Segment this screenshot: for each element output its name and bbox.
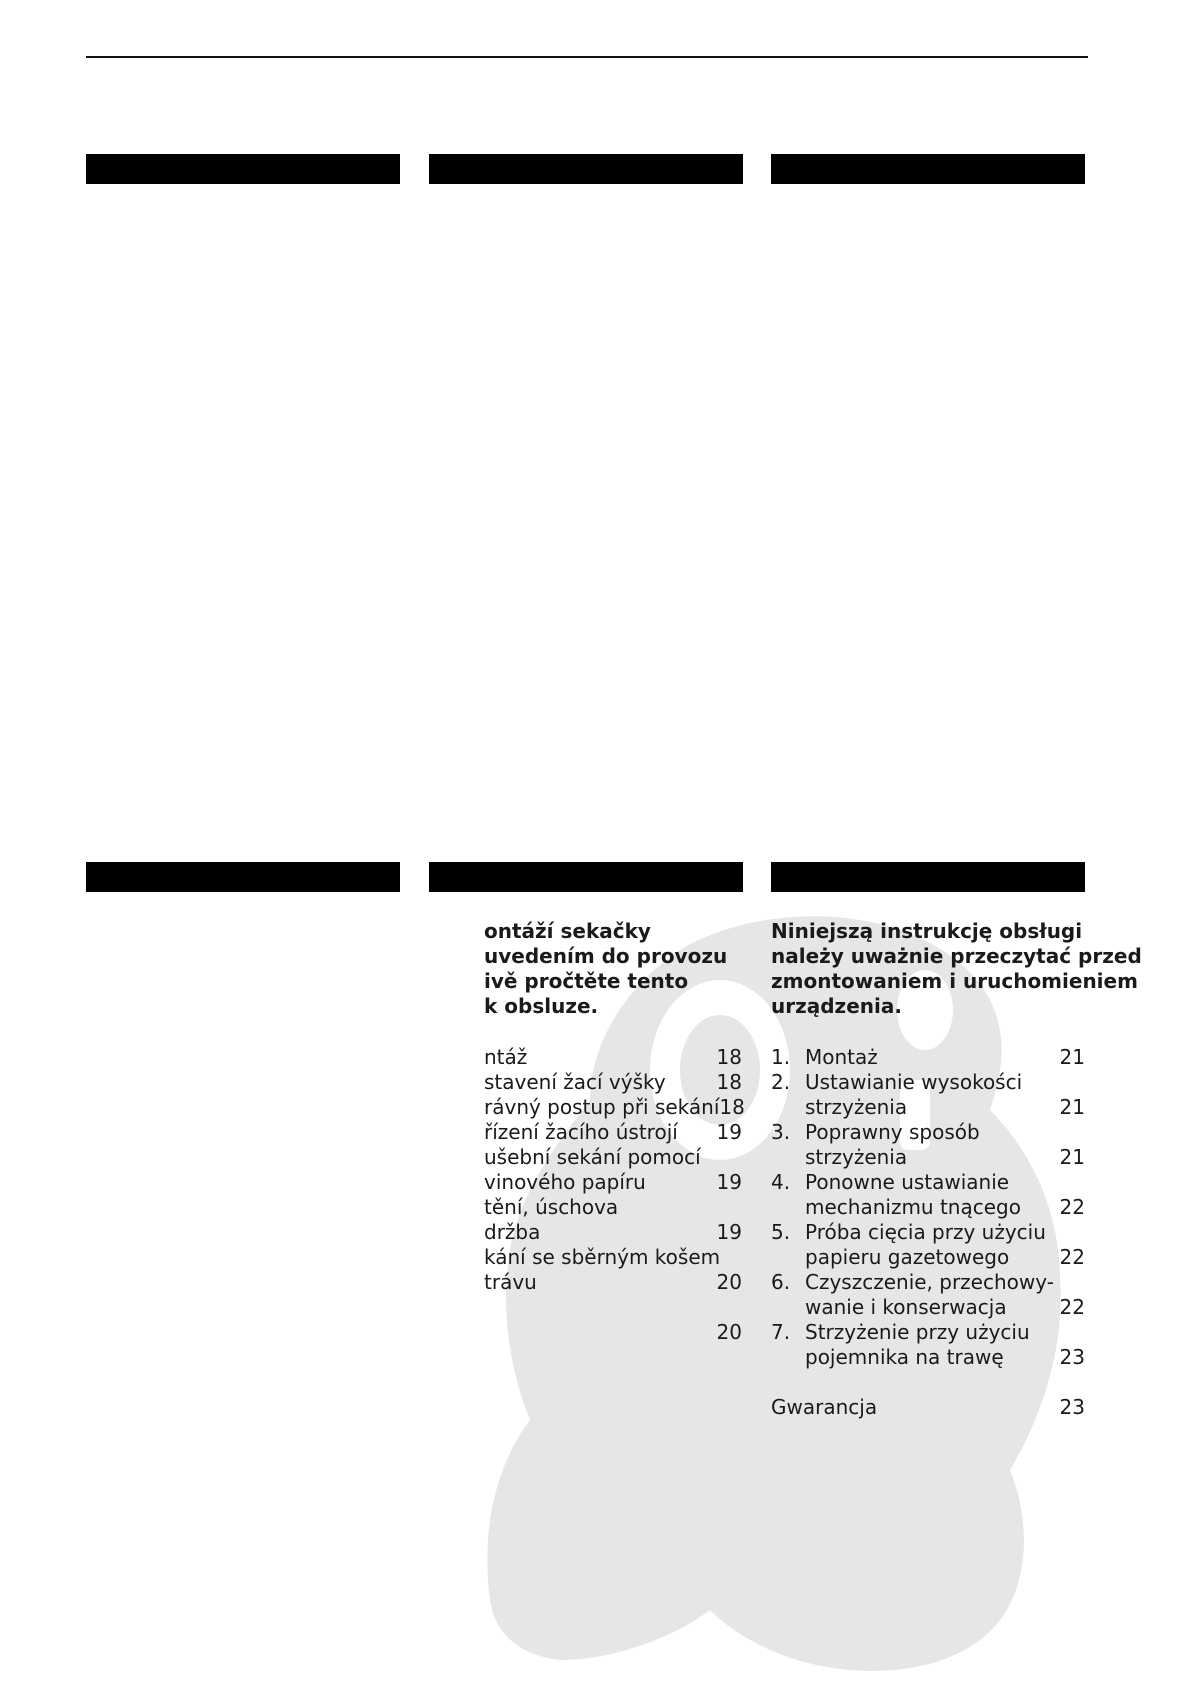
czech-toc-row	[484, 1320, 742, 1345]
polish-toc-page: 21	[1059, 1045, 1085, 1069]
header-bar-5	[429, 862, 743, 892]
czech-toc-page: 18	[716, 1070, 742, 1094]
polish-toc-number: 3.	[771, 1120, 791, 1144]
header-bar-4	[86, 862, 400, 892]
polish-guarantee-page: 23	[1059, 1395, 1085, 1419]
polish-toc-guarantee-row	[771, 1395, 1085, 1420]
czech-toc-page: 20	[716, 1270, 742, 1294]
czech-intro	[484, 919, 742, 1019]
czech-toc-page: 20	[716, 1320, 742, 1344]
polish-intro	[771, 919, 1142, 1019]
czech-intro-line: uvedením do provozu	[484, 944, 728, 968]
polish-toc-text: pojemnika na trawę	[805, 1345, 1004, 1369]
polish-toc	[771, 1045, 1085, 1420]
polish-toc-text: wanie i konserwacja	[805, 1295, 1007, 1319]
czech-toc-row	[484, 1245, 742, 1270]
czech-toc-row	[484, 1195, 742, 1220]
polish-intro-line: Niniejszą instrukcję obsługi	[771, 919, 1083, 943]
polish-toc-text: strzyżenia	[805, 1145, 908, 1169]
polish-toc-row	[771, 1320, 1085, 1370]
polish-intro-line: zmontowaniem i uruchomieniem	[771, 969, 1138, 993]
czech-toc-row	[484, 1170, 742, 1195]
czech-toc-page: 19	[716, 1170, 742, 1194]
czech-toc-row	[484, 1145, 742, 1170]
polish-toc-text: papieru gazetowego	[805, 1245, 1010, 1269]
czech-toc-row	[484, 1220, 742, 1245]
polish-toc-row	[771, 1045, 1085, 1070]
czech-toc-text: ntáž	[484, 1045, 528, 1069]
polish-column	[771, 919, 1142, 1420]
polish-toc-page: 23	[1059, 1345, 1085, 1369]
czech-intro-line: ontáží sekačky	[484, 919, 651, 943]
czech-toc-text: řízení žacího ústrojí	[484, 1120, 678, 1144]
polish-toc-text: Ponowne ustawianie	[805, 1170, 1010, 1194]
polish-toc-row	[771, 1270, 1085, 1320]
polish-toc-number: 7.	[771, 1320, 791, 1344]
czech-toc-page: 18	[716, 1045, 742, 1069]
czech-intro-line: ivě pročtěte tento	[484, 969, 689, 993]
polish-toc-row	[771, 1120, 1085, 1170]
czech-toc-row	[484, 1045, 742, 1070]
polish-toc-page: 22	[1059, 1295, 1085, 1319]
polish-toc-text: Montaż	[805, 1045, 878, 1069]
czech-intro-line: k obsluze.	[484, 994, 599, 1018]
polish-intro-line: należy uważnie przeczytać przed	[771, 944, 1142, 968]
polish-toc-text: Próba cięcia przy użyciu	[805, 1220, 1046, 1244]
polish-toc-number: 5.	[771, 1220, 791, 1244]
polish-intro-line: urządzenia.	[771, 994, 902, 1018]
polish-toc-page: 22	[1059, 1195, 1085, 1219]
polish-toc-text: Poprawny sposób	[805, 1120, 980, 1144]
czech-toc-text: rávný postup při sekání	[484, 1095, 720, 1119]
czech-toc	[484, 1045, 745, 1345]
polish-toc-row	[771, 1220, 1085, 1270]
header-bar-6	[771, 862, 1085, 892]
czech-toc-text: trávu	[484, 1270, 537, 1294]
top-rule	[86, 56, 1088, 58]
czech-toc-text: kání se sběrným košem	[484, 1245, 721, 1269]
czech-toc-row	[484, 1070, 742, 1095]
polish-toc-text: Czyszczenie, przechowy-	[805, 1270, 1054, 1294]
polish-toc-number: 2.	[771, 1070, 791, 1094]
polish-toc-page: 21	[1059, 1095, 1085, 1119]
polish-toc-page: 21	[1059, 1145, 1085, 1169]
spacer	[771, 1370, 1085, 1395]
polish-toc-row	[771, 1070, 1085, 1120]
czech-toc-text: vinového papíru	[484, 1170, 646, 1194]
header-bar-1	[86, 154, 400, 184]
polish-toc-row	[771, 1170, 1085, 1220]
polish-toc-number: 4.	[771, 1170, 791, 1194]
czech-toc-page: 19	[716, 1120, 742, 1144]
header-bar-2	[429, 154, 743, 184]
polish-toc-text: Ustawianie wysokości	[805, 1070, 1023, 1094]
czech-toc-page: 19	[716, 1220, 742, 1244]
polish-toc-text: mechanizmu tnącego	[805, 1195, 1021, 1219]
polish-toc-page: 22	[1059, 1245, 1085, 1269]
czech-toc-text: tění, úschova	[484, 1195, 619, 1219]
polish-toc-number: 6.	[771, 1270, 791, 1294]
header-bar-3	[771, 154, 1085, 184]
czech-toc-text: držba	[484, 1220, 541, 1244]
czech-toc-row	[484, 1120, 742, 1145]
czech-toc-row	[484, 1295, 742, 1320]
polish-toc-text: strzyżenia	[805, 1095, 908, 1119]
czech-toc-text: ušební sekání pomocí	[484, 1145, 701, 1169]
czech-toc-page: 18	[719, 1095, 745, 1119]
czech-toc-row	[484, 1095, 745, 1120]
polish-toc-text: Strzyżenie przy użyciu	[805, 1320, 1030, 1344]
czech-toc-text: stavení žací výšky	[484, 1070, 666, 1094]
polish-toc-number: 1.	[771, 1045, 791, 1069]
czech-toc-row	[484, 1270, 742, 1295]
polish-guarantee-label: Gwarancja	[771, 1395, 878, 1419]
czech-column	[484, 919, 745, 1345]
